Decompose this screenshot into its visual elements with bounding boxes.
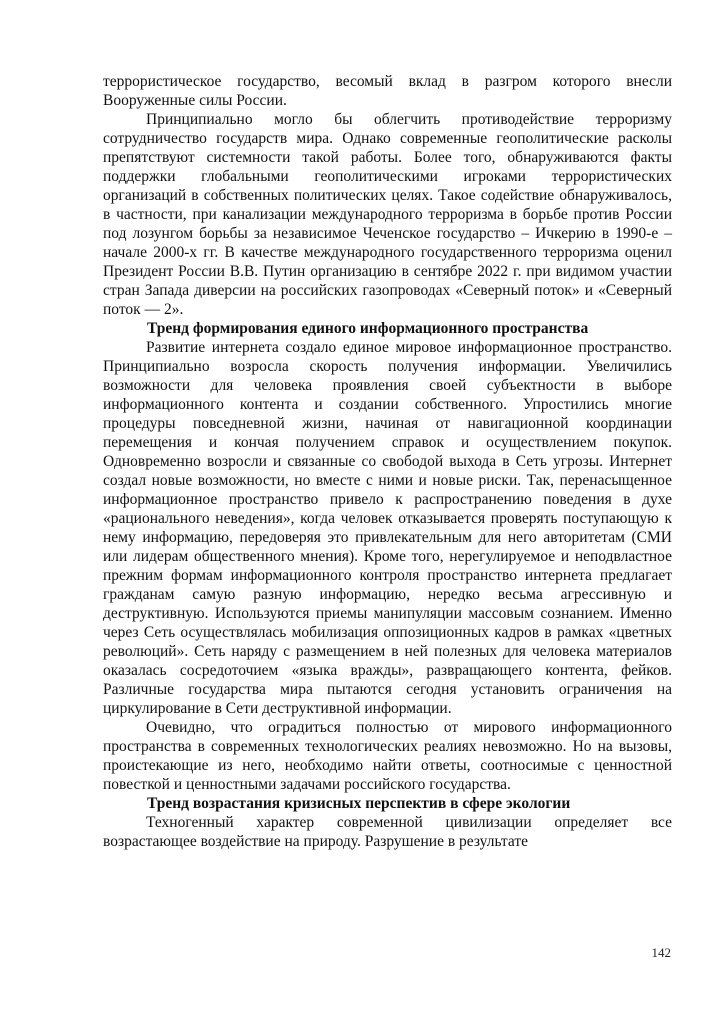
- paragraph-4: Очевидно, что оградиться полностью от мирового информационного пространства в современных технологических реалиях невозможно. Но на вызовы, проистекающие из него, необходимо найти ответы, соотносимые с ценностной повесткой и ценностными задачами российского государства.: [103, 719, 672, 793]
- paragraph-5: Техногенный характер современной цивилизации определяет все возрастающее воздействие на природу. Разрушение в результате: [103, 814, 672, 850]
- section-heading-ecology: Тренд возрастания кризисных перспектив в сфере экологии: [147, 795, 571, 812]
- page-body: [103, 72, 672, 851]
- paragraph-2: Принципиально могло бы облегчить противодействие терроризму сотрудничество государств мира. Однако современные геополитические расколы препятствуют системности такой работы. Более того, обнаруживаются факты поддержки глобальными геополитическими игроками террористических организаций в собственных политических целях. Такое содействие обнаруживалось, в частности, при канализации международного терроризма в борьбе против России под лозунгом борьбы за независимое Чеченское государство – Ичкерию в 1990-е – начале 2000-х гг. В качестве международного государственного терроризма оценил Президент России В.В. Путин организацию в сентябре 2022 г. при видимом участии стран Запада диверсии на российских газопроводах «Северный поток» и «Северный поток — 2».: [103, 111, 672, 318]
- section-heading-information-space: Тренд формирования единого информационного пространства: [147, 320, 589, 337]
- page-number: 142: [651, 945, 671, 960]
- paragraph-1: террористическое государство, весомый вклад в разгром которого внесли Вооруженные силы России.: [103, 73, 672, 109]
- paragraph-3: Развитие интернета создало единое мировое информационное пространство. Принципиально возросла скорость получения информации. Увеличились возможности для человека проявления своей субъектности в выборе информационного контента и создании собственного. Упростились многие процедуры повседневной жизни, начиная от навигационной координации перемещения и кончая получением справок и осуществлением покупок. Одновременно возросли и связанные со свободой выхода в Сеть угрозы. Интернет создал новые возможности, но вместе с ними и новые риски. Так, перенасыщенное информационное пространство привело к распространению поведения в духе «рационального неведения», когда человек отказывается проверять поступающую к нему информацию, передоверяя это привлекательным для него авторитетам (СМИ или лидерам общественного мнения). Кроме того, нерегулируемое и неподвластное прежним формам информационного контроля пространство интернета предлагает гражданам самую разную информацию, нередко весьма агрессивную и деструктивную. Используются приемы манипуляции массовым сознанием. Именно через Сеть осуществлялась мобилизация оппозиционных кадров в рамках «цветных революций». Сеть наряду с размещением в ней полезных для человека материалов оказалась сосредоточием «языка вражды», развращающего контента, фейков. Различные государства мира пытаются сегодня установить ограничения на циркулирование в Сети деструктивной информации.: [103, 339, 672, 717]
